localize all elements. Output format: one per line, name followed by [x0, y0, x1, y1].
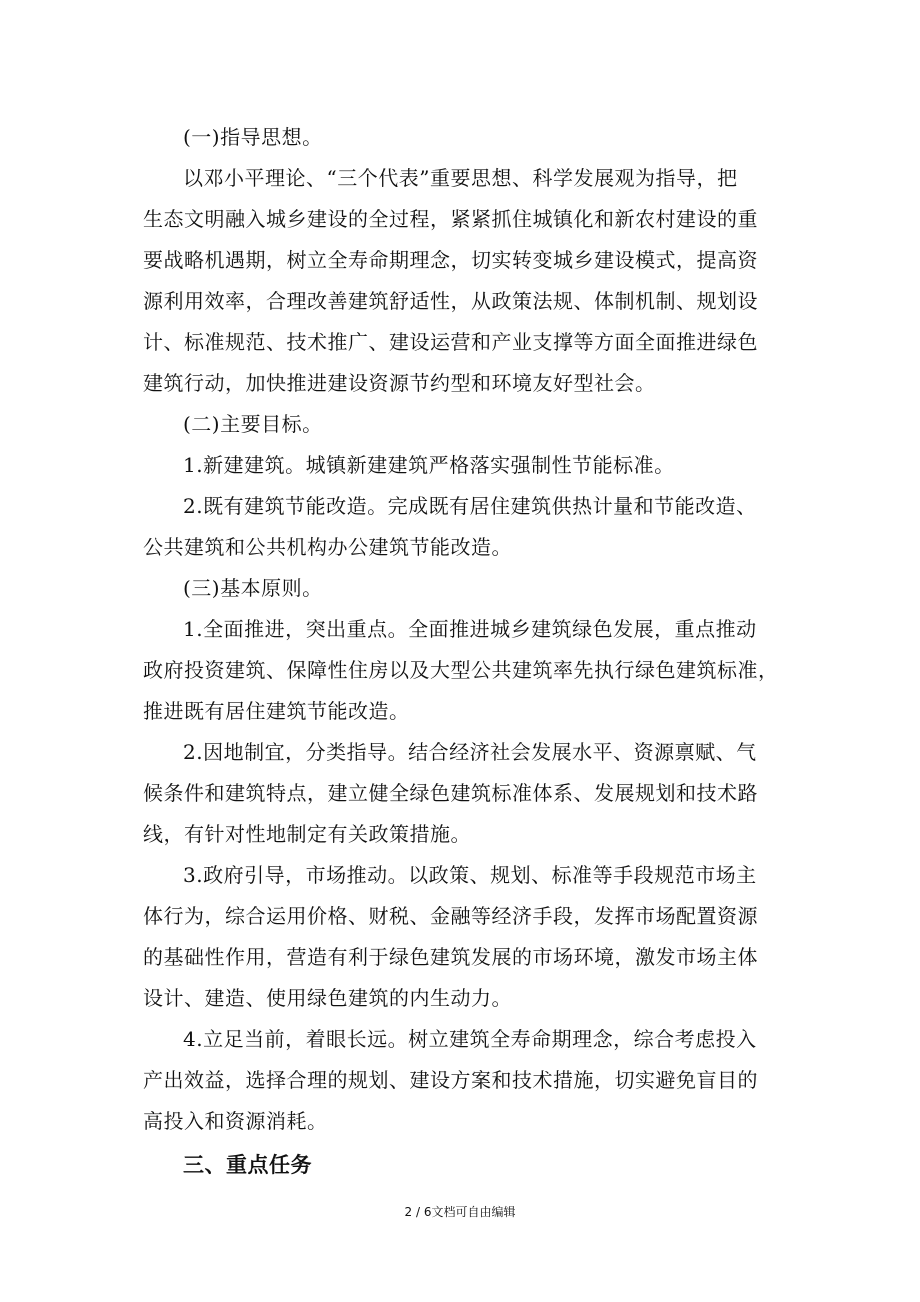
paragraph-line: 建筑行动，加快推进建设资源节约型和环境友好型社会。 — [143, 371, 656, 395]
paragraph-line: 的基础性作用，营造有利于绿色建筑发展的市场环境，激发市场主体 — [143, 945, 758, 969]
paragraph-line: 体行为，综合运用价格、财税、金融等经济手段，发挥市场配置资源 — [143, 904, 758, 928]
paragraph-line: 公共建筑和公共机构办公建筑节能改造。 — [143, 535, 512, 559]
paragraph-line: 3.政府引导，市场推动。以政策、规划、标准等手段规范市场主 — [183, 863, 757, 887]
paragraph-line: 1.全面推进，突出重点。全面推进城乡建筑绿色发展，重点推动 — [183, 617, 757, 641]
paragraph-line: 线，有针对性地制定有关政策措施。 — [143, 822, 471, 846]
paragraph-line: 产出效益，选择合理的规划、建设方案和技术措施，切实避免盲目的 — [143, 1068, 758, 1092]
paragraph-line: 2.既有建筑节能改造。完成既有居住建筑供热计量和节能改造、 — [183, 494, 757, 518]
paragraph-line: 高投入和资源消耗。 — [143, 1109, 328, 1133]
paragraph-line: 4.立足当前，着眼长远。树立建筑全寿命期理念，综合考虑投入 — [183, 1027, 757, 1051]
paragraph-line: 候条件和建筑特点，建立健全绿色建筑标准体系、发展规划和技术路 — [143, 781, 758, 805]
section-heading-key-tasks: 三、重点任务 — [183, 1153, 312, 1177]
paragraph-line: 计、标准规范、技术推广、建设运营和产业支撑等方面全面推进绿色 — [143, 330, 758, 354]
paragraph-line: 以邓小平理论、“三个代表”重要思想、科学发展观为指导，把 — [183, 166, 738, 190]
paragraph-line: 政府投资建筑、保障性住房以及大型公共建筑率先执行绿色建筑标准， — [143, 658, 779, 682]
subheading-basic-principles: (三)基本原则。 — [183, 576, 323, 600]
paragraph-line: 设计、建造、使用绿色建筑的内生动力。 — [143, 986, 512, 1010]
paragraph-line: 2.因地制宜，分类指导。结合经济社会发展水平、资源禀赋、气 — [183, 740, 757, 764]
page-footer: 2 / 6文档可自由编辑 — [404, 1205, 516, 1219]
paragraph-line: 生态文明融入城乡建设的全过程，紧紧抓住城镇化和新农村建设的重 — [143, 207, 758, 231]
subheading-main-goals: (二)主要目标。 — [183, 412, 323, 436]
paragraph-line: 要战略机遇期，树立全寿命期理念，切实转变城乡建设模式，提高资 — [143, 248, 758, 272]
subheading-guiding-thought: (一)指导思想。 — [183, 125, 323, 149]
paragraph-line: 源利用效率，合理改善建筑舒适性，从政策法规、体制机制、规划设 — [143, 289, 758, 313]
paragraph-line: 推进既有居住建筑节能改造。 — [143, 699, 410, 723]
paragraph-line: 1.新建建筑。城镇新建建筑严格落实强制性节能标准。 — [183, 453, 675, 477]
